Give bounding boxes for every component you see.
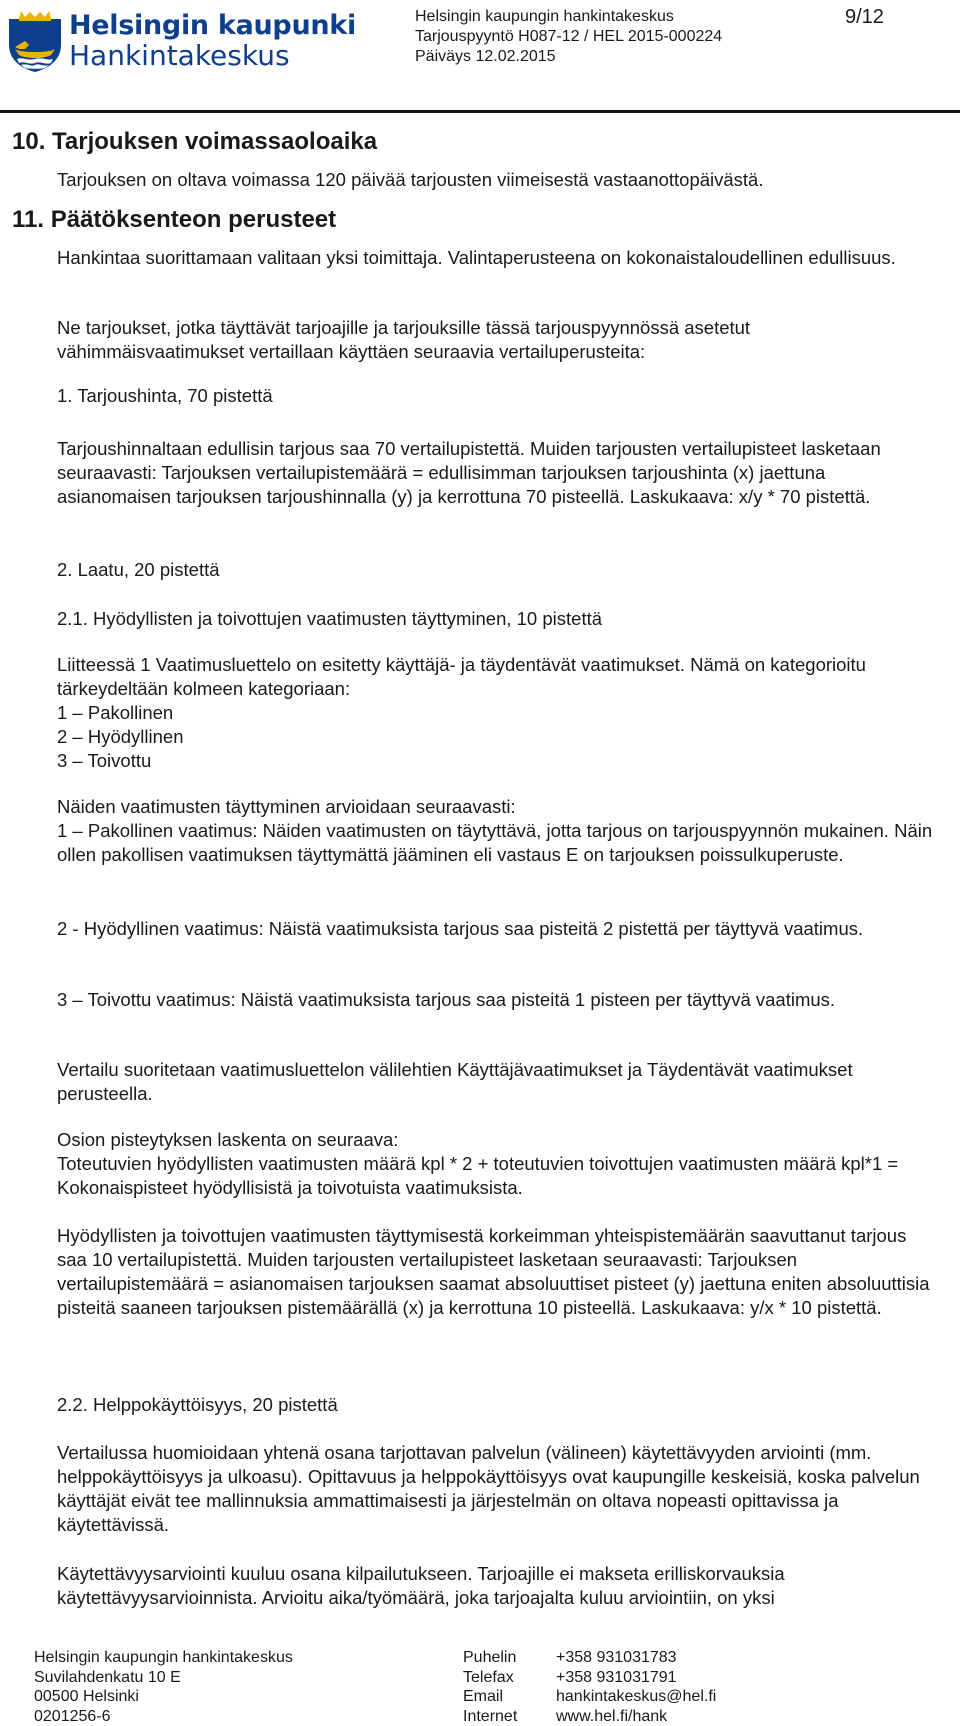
logo-line1: Helsingin kaupunki	[69, 10, 356, 41]
paragraph: 2. Laatu, 20 pistettä	[57, 559, 220, 580]
footer-email: hankintakeskus@hel.fi	[556, 1688, 717, 1705]
footer-address-line: Helsingin kaupungin hankintakeskus	[34, 1649, 293, 1666]
footer-contact-values	[556, 1648, 716, 1726]
section-heading: 11. Päätöksenteon perusteet	[12, 206, 337, 233]
paragraph: Näiden vaatimusten täyttyminen arvioidaan seuraavasti: 1 – Pakollinen vaatimus: Näiden vaatimusten on täytyttävä, jotta tarjous on tarjouspyynnön mukainen. Näin ollen pakollisen vaatimuksen täyttymättä jääminen eli vastaus E on tarjouksen poissulkuperuste.	[57, 796, 933, 865]
organization-name: Helsingin kaupungin hankintakeskus	[415, 8, 674, 25]
paragraph: Käytettävyysarviointi kuuluu osana kilpailutukseen. Tarjoajille ei makseta erilliskorvauksia käytettävyysarvioinnista. Arvioitu aika/työmäärä, joka tarjoajalta kuluu arviointiin, on yksi	[57, 1563, 785, 1608]
section-heading: 10. Tarjouksen voimassaoloaika	[12, 128, 378, 155]
page-header	[0, 0, 960, 112]
paragraph: Hyödyllisten ja toivottujen vaatimusten täyttymisestä korkeimman yhteispistemäärän saavuttanut tarjous saa 10 vertailupistettä. Muiden tarjousten vertailupisteet lasketaan seuraavasti: Tarjouksen vertailupistemäärä = asianomaisen tarjouksen saamat absoluuttiset pisteet (y) jaettuna eniten absoluuttisia pisteitä saaneen tarjouksen pistemäärällä (x) ja kerrottuna 10 pisteellä. Laskukaava: y/x * 10 pistettä.	[57, 1225, 930, 1318]
footer-contact-labels	[463, 1648, 517, 1726]
paragraph: 3 – Toivottu vaatimus: Näistä vaatimuksista tarjous saa pisteitä 1 pisteen per täyttyvä vaatimus.	[57, 989, 836, 1010]
paragraph: 2.2. Helppokäyttöisyys, 20 pistettä	[57, 1394, 338, 1415]
paragraph: Tarjoushinnaltaan edullisin tarjous saa 70 vertailupistettä. Muiden tarjousten vertailupisteet lasketaan seuraavasti: Tarjouksen vertailupistemäärä = edullisimman tarjouksen tarjoushinta (x) jaettuna asianomaisen tarjouksen tarjoushinnalla (y) ja kerrottuna 70 pisteellä. Laskukaava: x/y * 70 pistettä.	[57, 438, 881, 507]
document-meta	[415, 7, 722, 67]
reference-number: Tarjouspyyntö H087-12 / HEL 2015-000224	[415, 28, 723, 45]
paragraph: Osion pisteytyksen laskenta on seuraava: Toteutuvien hyödyllisten vaatimusten määrä kpl * 2 + toteutuvien toivottujen vaatimusten määrä kpl*1 = Kokonaispisteet hyödyllisistä ja toivotuista vaatimuksista.	[57, 1129, 899, 1198]
footer-phone: +358 931031783	[556, 1649, 677, 1666]
paragraph: Liitteessä 1 Vaatimusluettelo on esitetty käyttäjä- ja täydentävät vaatimukset. Nämä on kategorioitu tärkeydeltään kolmeen kategoriaan: 1 – Pakollinen 2 – Hyödyllinen 3 – Toivottu	[57, 654, 866, 771]
logo-line2: Hankintakeskus	[69, 39, 290, 72]
logo-wordmark	[69, 11, 356, 71]
paragraph: 2 - Hyödyllinen vaatimus: Näistä vaatimuksista tarjous saa pisteitä 2 pistettä per täyttyvä vaatimus.	[57, 918, 864, 939]
footer-address-line: 0201256-6	[34, 1707, 111, 1725]
footer-label: Email	[463, 1688, 504, 1705]
paragraph: 2.1. Hyödyllisten ja toivottujen vaatimusten täyttyminen, 10 pistettä	[57, 608, 603, 629]
paragraph: Vertailu suoritetaan vaatimusluettelon välilehtien Käyttäjävaatimukset ja Täydentävät vaatimukset perusteella.	[57, 1059, 853, 1104]
footer-address-line: Suvilahdenkatu 10 E	[34, 1668, 181, 1686]
paragraph: Hankintaa suorittamaan valitaan yksi toimittaja. Valintaperusteena on kokonaistaloudellinen edullisuus.	[57, 247, 896, 268]
paragraph: Vertailussa huomioidaan yhtenä osana tarjottavan palvelun (välineen) käytettävyyden arviointi (mm. helppokäyttöisyys ja ulkoasu). Opittavuus ja helppokäyttöisyys ovat kaupungille keskeisiä, koska palvelun käyttäjät eivät tee mallinnuksia ammattimaisesti ja järjestelmän on oltava nopeasti opittavissa ja käytettävissä.	[57, 1442, 920, 1535]
footer-address-line: 00500 Helsinki	[34, 1688, 139, 1705]
paragraph: Tarjouksen on oltava voimassa 120 päivää tarjousten viimeisestä vastaanottopäivästä.	[57, 169, 764, 190]
footer-address	[34, 1648, 293, 1726]
page-number: 9/12	[845, 6, 884, 28]
page-footer	[0, 1648, 960, 1726]
footer-label: Internet	[463, 1707, 518, 1725]
footer-website: www.hel.fi/hank	[556, 1707, 668, 1725]
header-divider	[0, 110, 960, 113]
document-date: Päiväys 12.02.2015	[415, 48, 556, 65]
helsinki-logo	[7, 9, 356, 73]
helsinki-crest-icon	[7, 9, 63, 73]
paragraph: 1. Tarjoushinta, 70 pistettä	[57, 385, 273, 406]
footer-label: Telefax	[463, 1668, 514, 1686]
paragraph: Ne tarjoukset, jotka täyttävät tarjoajille ja tarjouksille tässä tarjouspyynnössä asetetut vähimmäisvaatimukset vertaillaan käyttäen seuraavia vertailuperusteita:	[57, 317, 751, 362]
footer-fax: +358 931031791	[556, 1668, 677, 1686]
footer-label: Puhelin	[463, 1649, 517, 1666]
